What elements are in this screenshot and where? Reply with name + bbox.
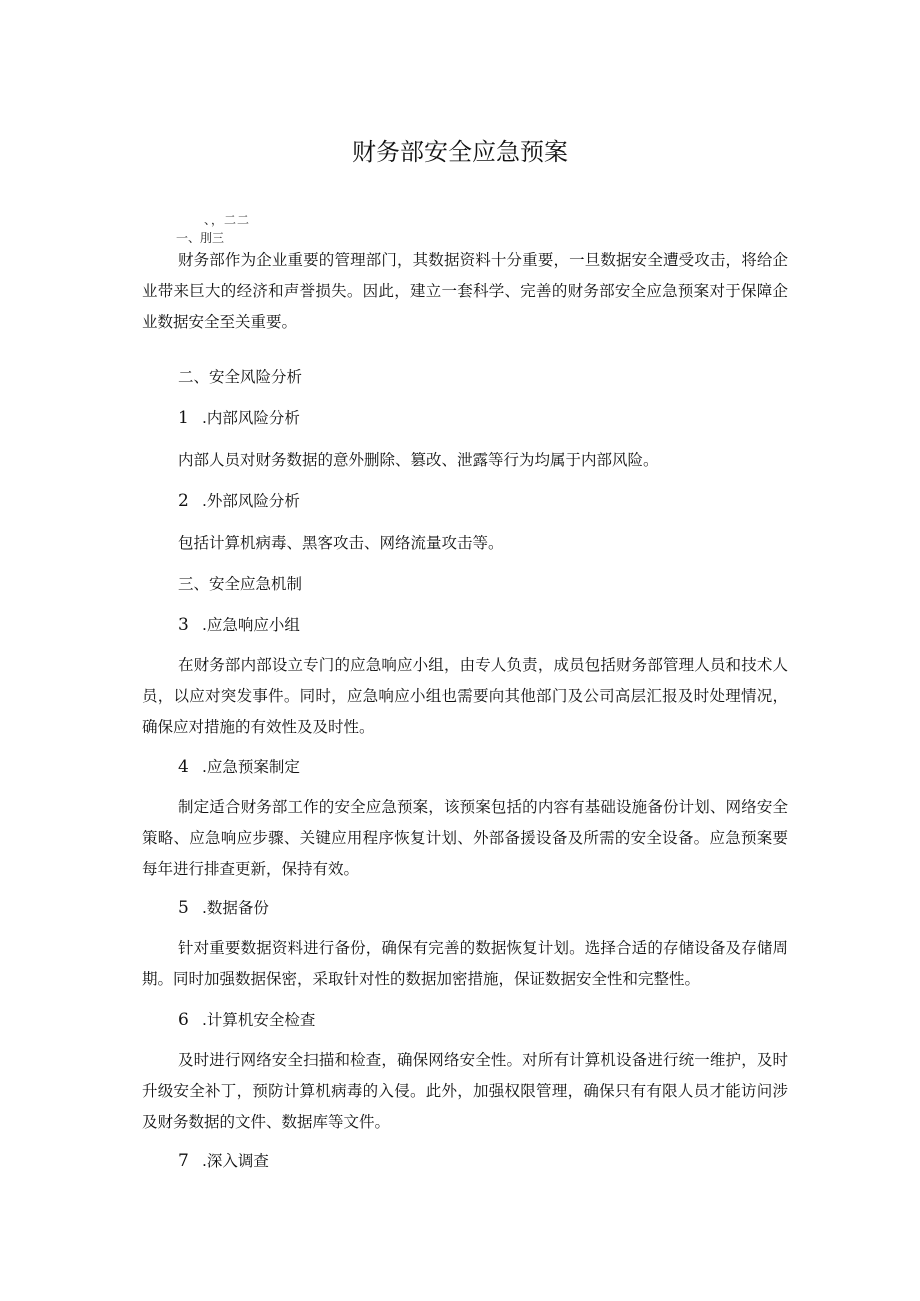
subsection-6-body: 及时进行网络安全扫描和检查，确保网络安全性。对所有计算机设备进行统一维护，及时升级安全补丁，预防计算机病毒的入侵。此外，加强权限管理，确保只有有限人员才能访问涉及财务数据的文件、数据库等文件。 [142, 1051, 788, 1131]
subsection-3-body: 在财务部内部设立专门的应急响应小组，由专人负责，成员包括财务部管理人员和技术人员，以应对突发事件。同时，应急响应小组也需要向其他部门及公司高层汇报及时处理情况，确保应对措施的有效性及及时性。 [142, 656, 788, 736]
scan-artifact-text: 、，二二 [204, 213, 251, 227]
subheading-text: .内部风险分析 [202, 409, 300, 427]
subheading-text: .应急预案制定 [202, 758, 300, 776]
subheading-text: .应急响应小组 [202, 616, 300, 634]
subheading-4 [178, 756, 300, 778]
subheading-5 [178, 897, 269, 919]
subsection-2-body: 包括计算机病毒、黑客攻击、网络流量攻击等。 [178, 534, 504, 552]
subheading-text: .数据备份 [202, 899, 269, 917]
section-heading-1: 一、刖三 [176, 231, 225, 245]
subheading-number: 4 [178, 757, 189, 777]
subsection-1-body: 内部人员对财务数据的意外删除、篡改、泄露等行为均属于内部风险。 [178, 451, 659, 469]
subheading-7 [178, 1150, 269, 1172]
subheading-1 [178, 407, 300, 429]
subheading-3 [178, 614, 300, 636]
subsection-4-body: 制定适合财务部工作的安全应急预案，该预案包括的内容有基础设施备份计划、网络安全策略、应急响应步骤、关键应用程序恢复计划、外部备援设备及所需的安全设备。应急预案要每年进行排查更新，保持有效。 [142, 798, 788, 878]
section-heading-2: 二、安全风险分析 [178, 368, 303, 386]
subheading-text: .计算机安全检查 [202, 1011, 316, 1029]
subheading-number: 1 [178, 408, 189, 428]
section-heading-3: 三、安全应急机制 [178, 575, 303, 593]
document-title: 财务部安全应急预案 [352, 138, 568, 166]
subheading-2 [178, 490, 300, 512]
intro-paragraph: 财务部作为企业重要的管理部门，其数据资料十分重要，一旦数据安全遭受攻击，将给企业带来巨大的经济和声誉损失。因此，建立一套科学、完善的财务部安全应急预案对于保障企业数据安全至关重要。 [142, 251, 788, 331]
subheading-number: 2 [178, 491, 189, 511]
subheading-text: .深入调查 [202, 1152, 269, 1170]
subheading-number: 3 [178, 615, 189, 635]
subheading-6 [178, 1009, 315, 1031]
subheading-number: 6 [178, 1010, 189, 1030]
subsection-5-body: 针对重要数据资料进行备份，确保有完善的数据恢复计划。选择合适的存储设备及存储周期。同时加强数据保密，采取针对性的数据加密措施，保证数据安全性和完整性。 [142, 939, 788, 988]
subheading-text: .外部风险分析 [202, 492, 300, 510]
subheading-number: 5 [178, 898, 189, 918]
subheading-number: 7 [178, 1151, 189, 1171]
